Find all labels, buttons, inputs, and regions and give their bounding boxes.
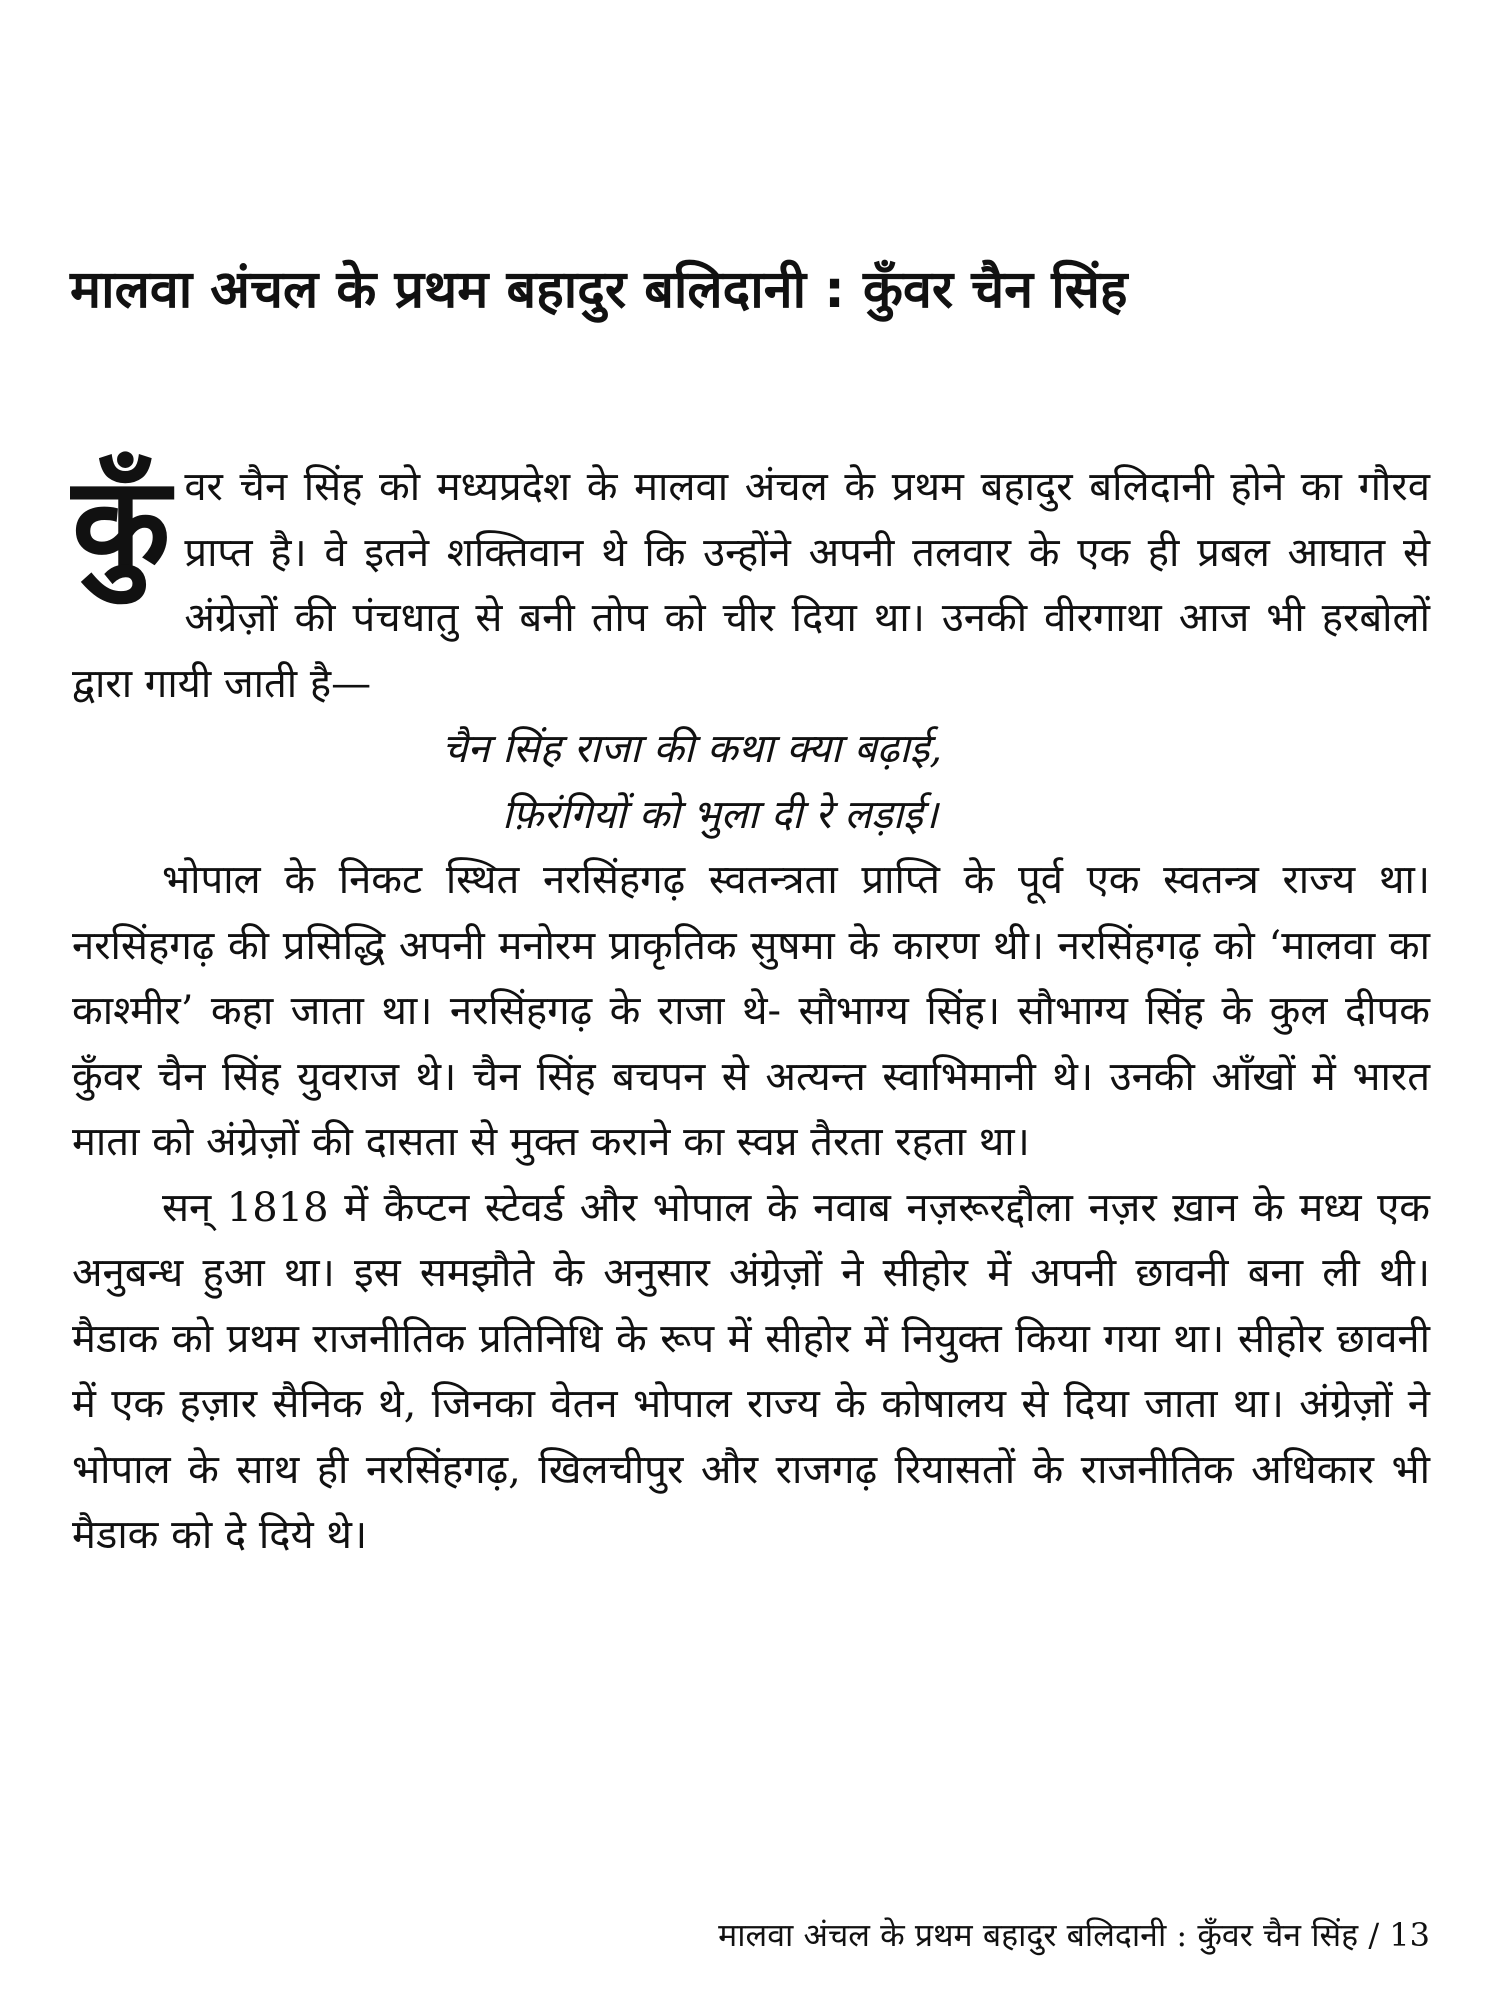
drop-cap: कुँ xyxy=(72,450,171,599)
verse-line-2: फ़िरंगियों को भुला दी रे लड़ाई। xyxy=(502,791,938,838)
paragraph-1 xyxy=(72,450,1430,717)
running-title: मालवा अंचल के प्रथम बहादुर बलिदानी : कुँवर चैन सिंह xyxy=(718,1916,1359,1954)
paragraph-1-text: वर चैन सिंह को मध्यप्रदेश के मालवा अंचल के प्रथम बहादुर बलिदानी होने का गौरव प्राप्त है। वे इतने शक्तिवान थे कि उन्होंने अपनी तलवार के एक ही प्रबल आघात से अंग्रेज़ों की पंचधातु से बनी तोप को चीर दिया था। उनकी वीरगाथा आज भी हरबोलों द्वारा गायी जाती है— xyxy=(72,464,1430,707)
page-title: मालवा अंचल के प्रथम बहादुर बलिदानी : कुँवर चैन सिंह xyxy=(70,260,1128,320)
paragraph-2: भोपाल के निकट स्थित नरसिंहगढ़ स्वतन्त्रता प्राप्ति के पूर्व एक स्वतन्त्र राज्य था। नरसिंहगढ़ की प्रसिद्धि अपनी मनोरम प्राकृतिक सुषमा के कारण थी। नरसिंहगढ़ को ‘मालवा का काश्मीर’ कहा जाता था। नरसिंहगढ़ के राजा थे- सौभाग्य सिंह। सौभाग्य सिंह के कुल दीपक कुँवर चैन सिंह युवराज थे। चैन सिंह बचपन से अत्यन्त स्वाभिमानी थे। उनकी आँखों में भारत माता को अंग्रेज़ों की दासता से मुक्त कराने का स्वप्न तैरता रहता था। xyxy=(72,857,1430,1165)
page-number: 13 xyxy=(1389,1916,1430,1954)
verse-line-1: चैन सिंह राजा की कथा क्या बढ़ाई, xyxy=(442,726,943,772)
page-footer xyxy=(718,1915,1430,1955)
paragraph-3: सन् 1818 में कैप्टन स्टेवर्ड और भोपाल के नवाब नज़रूरद्दौला नज़र ख़ान के मध्य एक अनुबन्ध हुआ था। इस समझौते के अनुसार अंग्रेज़ों ने सीहोर में अपनी छावनी बना ली थी। मैडाक को प्रथम राजनीतिक प्रतिनिधि के रूप में सीहोर में नियुक्त किया गया था। सीहोर छावनी में एक हज़ार सैनिक थे, जिनका वेतन भोपाल राज्य के कोषालय से दिया जाता था। अंग्रेज़ों ने भोपाल के साथ ही नरसिंहगढ़, खिलचीपुर और राजगढ़ रियासतों के राजनीतिक अधिकार भी मैडाक को दे दिये थे। xyxy=(72,1184,1430,1558)
body-text xyxy=(72,450,1430,1569)
footer-separator: / xyxy=(1368,1916,1380,1954)
